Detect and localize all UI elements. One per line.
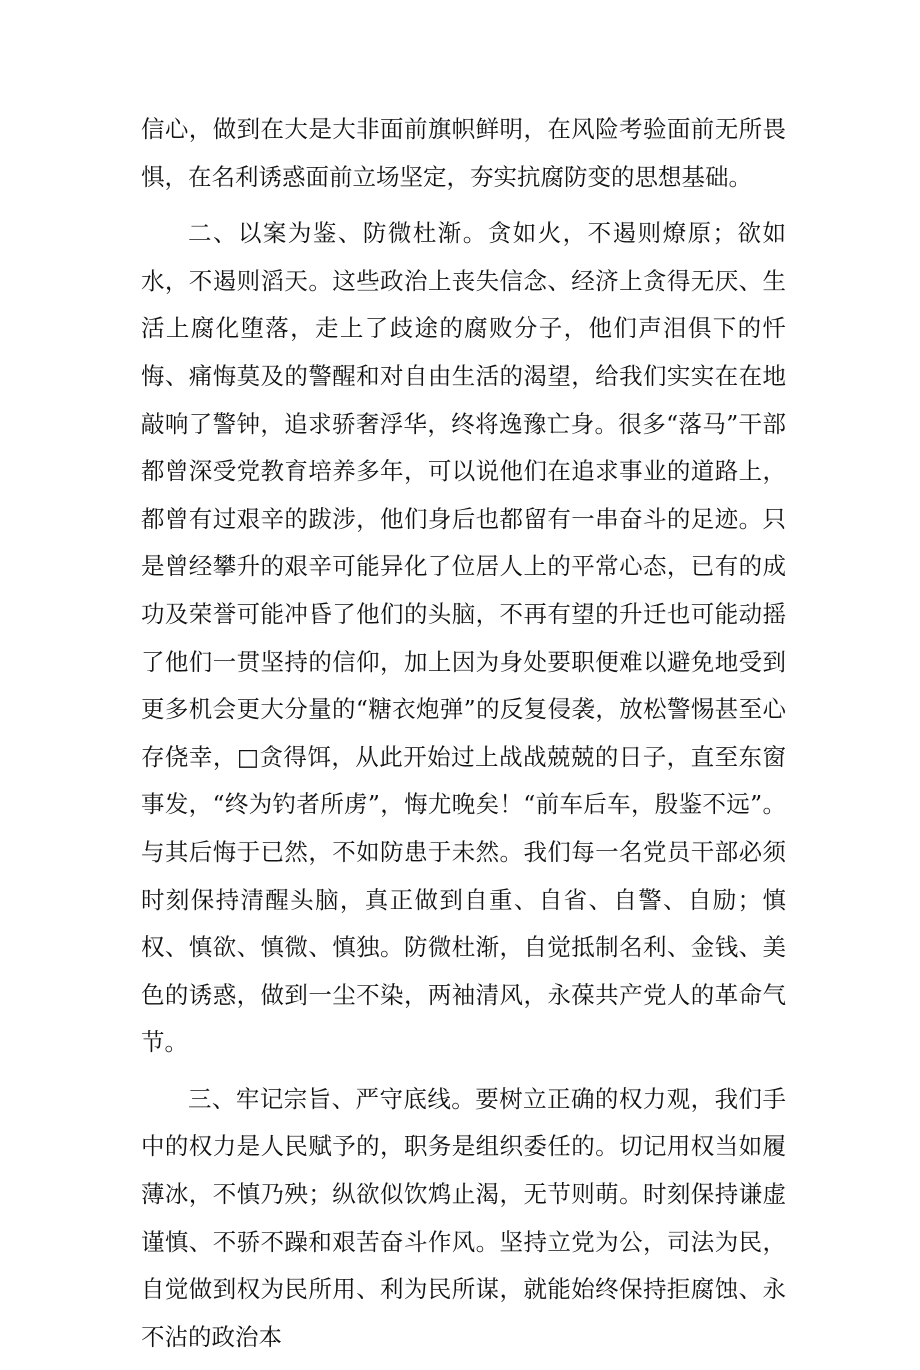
paragraph-section-two: 二、以案为鉴、防微杜渐。贪如火，不遏则燎原；欲如水，不遏则滔天。这些政治上丧失信念、经济上贪得无厌、生活上腐化堕落，走上了歧途的腐败分子，他们声泪俱下的忏悔、痛悔莫及的警醒和对自由生活的渴望，给我们实实在在地敲响了警钟，追求骄奢浮华，终将逸豫亡身。很多“落马”干部都曾深受党教育培养多年，可以说他们在追求事业的道路上，都曾有过艰辛的跋涉，他们身后也都留有一串奋斗的足迹。只是曾经攀升的艰辛可能异化了位居人上的平常心态，已有的成功及荣誉可能冲昏了他们的头脑，不再有望的升迁也可能动摇了他们一贯坚持的信仰，加上因为身处要职便难以避免地受到更多机会更大分量的“糖衣炮弹”的反复侵袭，放松警惕甚至心存侥幸，□贪得饵，从此开始过上战战兢兢的日子，直至东窗事发，“终为钓者所虏”，悔尤晚矣！“前车后车，殷鉴不远”。与其后悔于已然，不如防患于未然。我们每一名党员干部必须时刻保持清醒头脑，真正做到自重、自省、自警、自励；慎权、慎欲、慎微、慎独。防微杜渐，自觉抵制名利、金钱、美色的诱惑，做到一尘不染，两袖清风，永葆共产党人的革命气节。 [141, 219, 786, 1057]
paragraph-continuation: 信心，做到在大是大非面前旗帜鲜明，在风险考验面前无所畏惧，在名利诱惑面前立场坚定，夯实抗腐防变的思想基础。 [141, 115, 786, 191]
document-body [141, 106, 786, 1370]
paragraph-section-three: 三、牢记宗旨、严守底线。要树立正确的权力观，我们手中的权力是人民赋予的，职务是组织委任的。切记用权当如履薄冰，不慎乃殃；纵欲似饮鸩止渴，无节则萌。时刻保持谦虚谨慎、不骄不躁和艰苦奋斗作风。坚持立党为公，司法为民，自觉做到权为民所用、利为民所谋，就能始终保持拒腐蚀、永不沾的政治本 [141, 1084, 786, 1351]
